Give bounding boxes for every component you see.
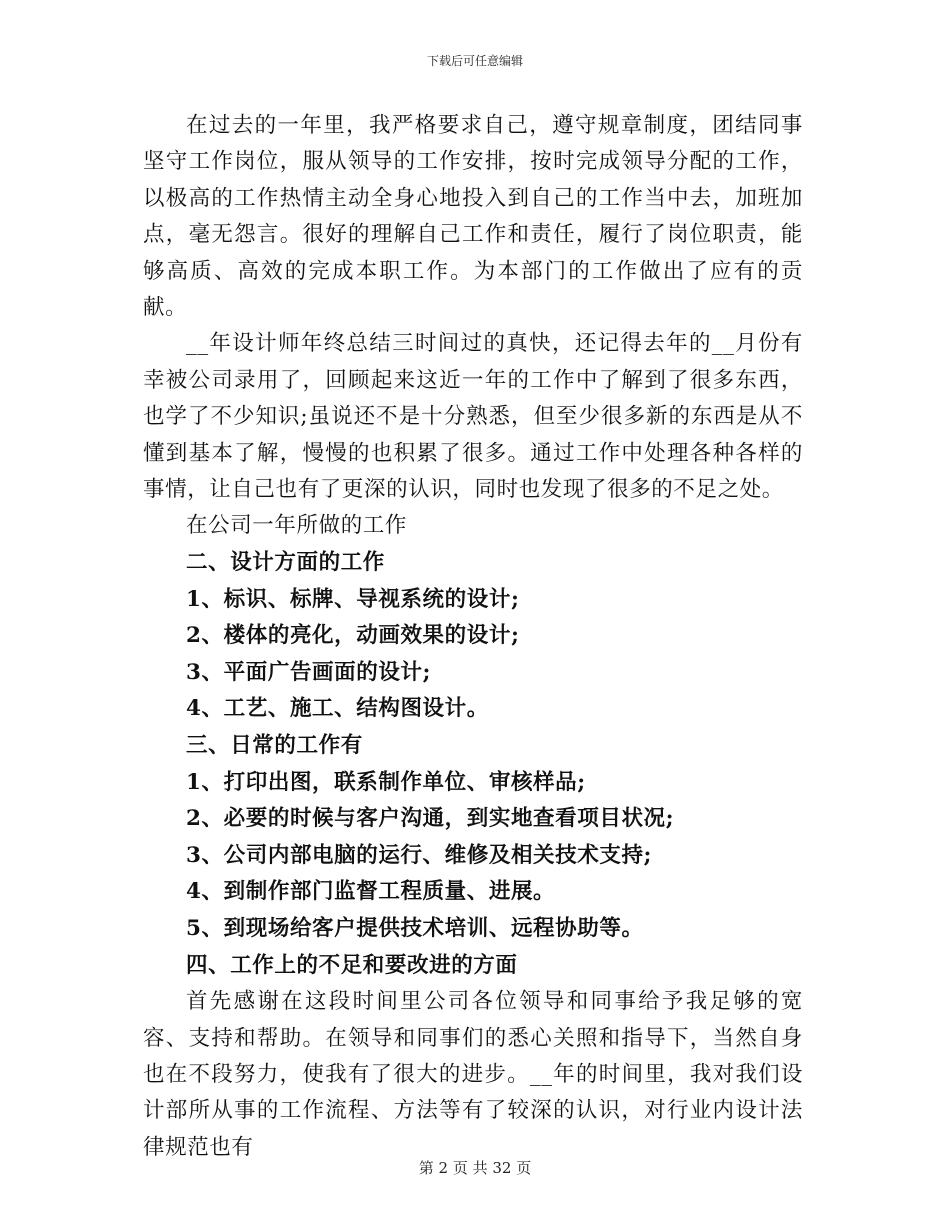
list-item: 4、到制作部门监督工程质量、进展。: [186, 879, 556, 905]
page-header: 下载后可任意编辑: [426, 54, 523, 68]
list-item: 1、打印出图，联系制作单位、审核样品;: [186, 769, 586, 795]
list-item: 1、标识、标牌、导视系统的设计;: [186, 586, 520, 612]
list-item: 2、必要的时候与客户沟通，到实地查看项目状况;: [186, 806, 675, 832]
list-item: 3、公司内部电脑的运行、维修及相关技术支持;: [186, 842, 653, 868]
paragraph-closing: 首先感谢在这段时间里公司各位领导和同事给予我足够的宽容、支持和帮助。在领导和同事们的悉心关照和指导下，当然自身也在不段努力，使我有了很大的进步。__年的时间里，我对我们设计部所从事的工作流程、方法等有了较深的认识，对行业内设计法律规范也有: [143, 989, 803, 1160]
section-line-work-overview: 在公司一年所做的工作: [186, 513, 408, 539]
list-item: 4、工艺、施工、结构图设计。: [186, 696, 489, 722]
page-number: 第 2 页 共 32 页: [418, 1159, 532, 1177]
paragraph-intro: 在过去的一年里，我严格要求自己，遵守规章制度，团结同事坚守工作岗位，服从领导的工作安排，按时完成领导分配的工作，以极高的工作热情主动全身心地投入到自己的工作当中去，加班加点，毫无怨言。很好的理解自己工作和责任，履行了岗位职责，能够高质、高效的完成本职工作。为本部门的工作做出了应有的贡献。: [143, 113, 803, 321]
section-heading-daily-work: 三、日常的工作有: [186, 733, 363, 759]
list-item: 2、楼体的亮化，动画效果的设计;: [186, 623, 520, 649]
list-item: 5、到现场给客户提供技术培训、远程协助等。: [186, 916, 644, 941]
section-heading-design-work: 二、设计方面的工作: [186, 550, 385, 576]
list-item: 3、平面广告画面的设计;: [186, 659, 432, 685]
section-heading-shortcomings: 四、工作上的不足和要改进的方面: [186, 952, 518, 978]
document-body: [143, 108, 803, 1166]
paragraph-summary: __年设计师年终总结三时间过的真快，还记得去年的__月份有幸被公司录用了，回顾起来这近一年的工作中了解到了很多东西，也学了不少知识;虽说还不是十分熟悉，但至少很多新的东西是从不懂到基本了解，慢慢的也积累了很多。通过工作中处理各种各样的事情，让自己也有了更深的认识，同时也发现了很多的不足之处。: [143, 331, 803, 503]
